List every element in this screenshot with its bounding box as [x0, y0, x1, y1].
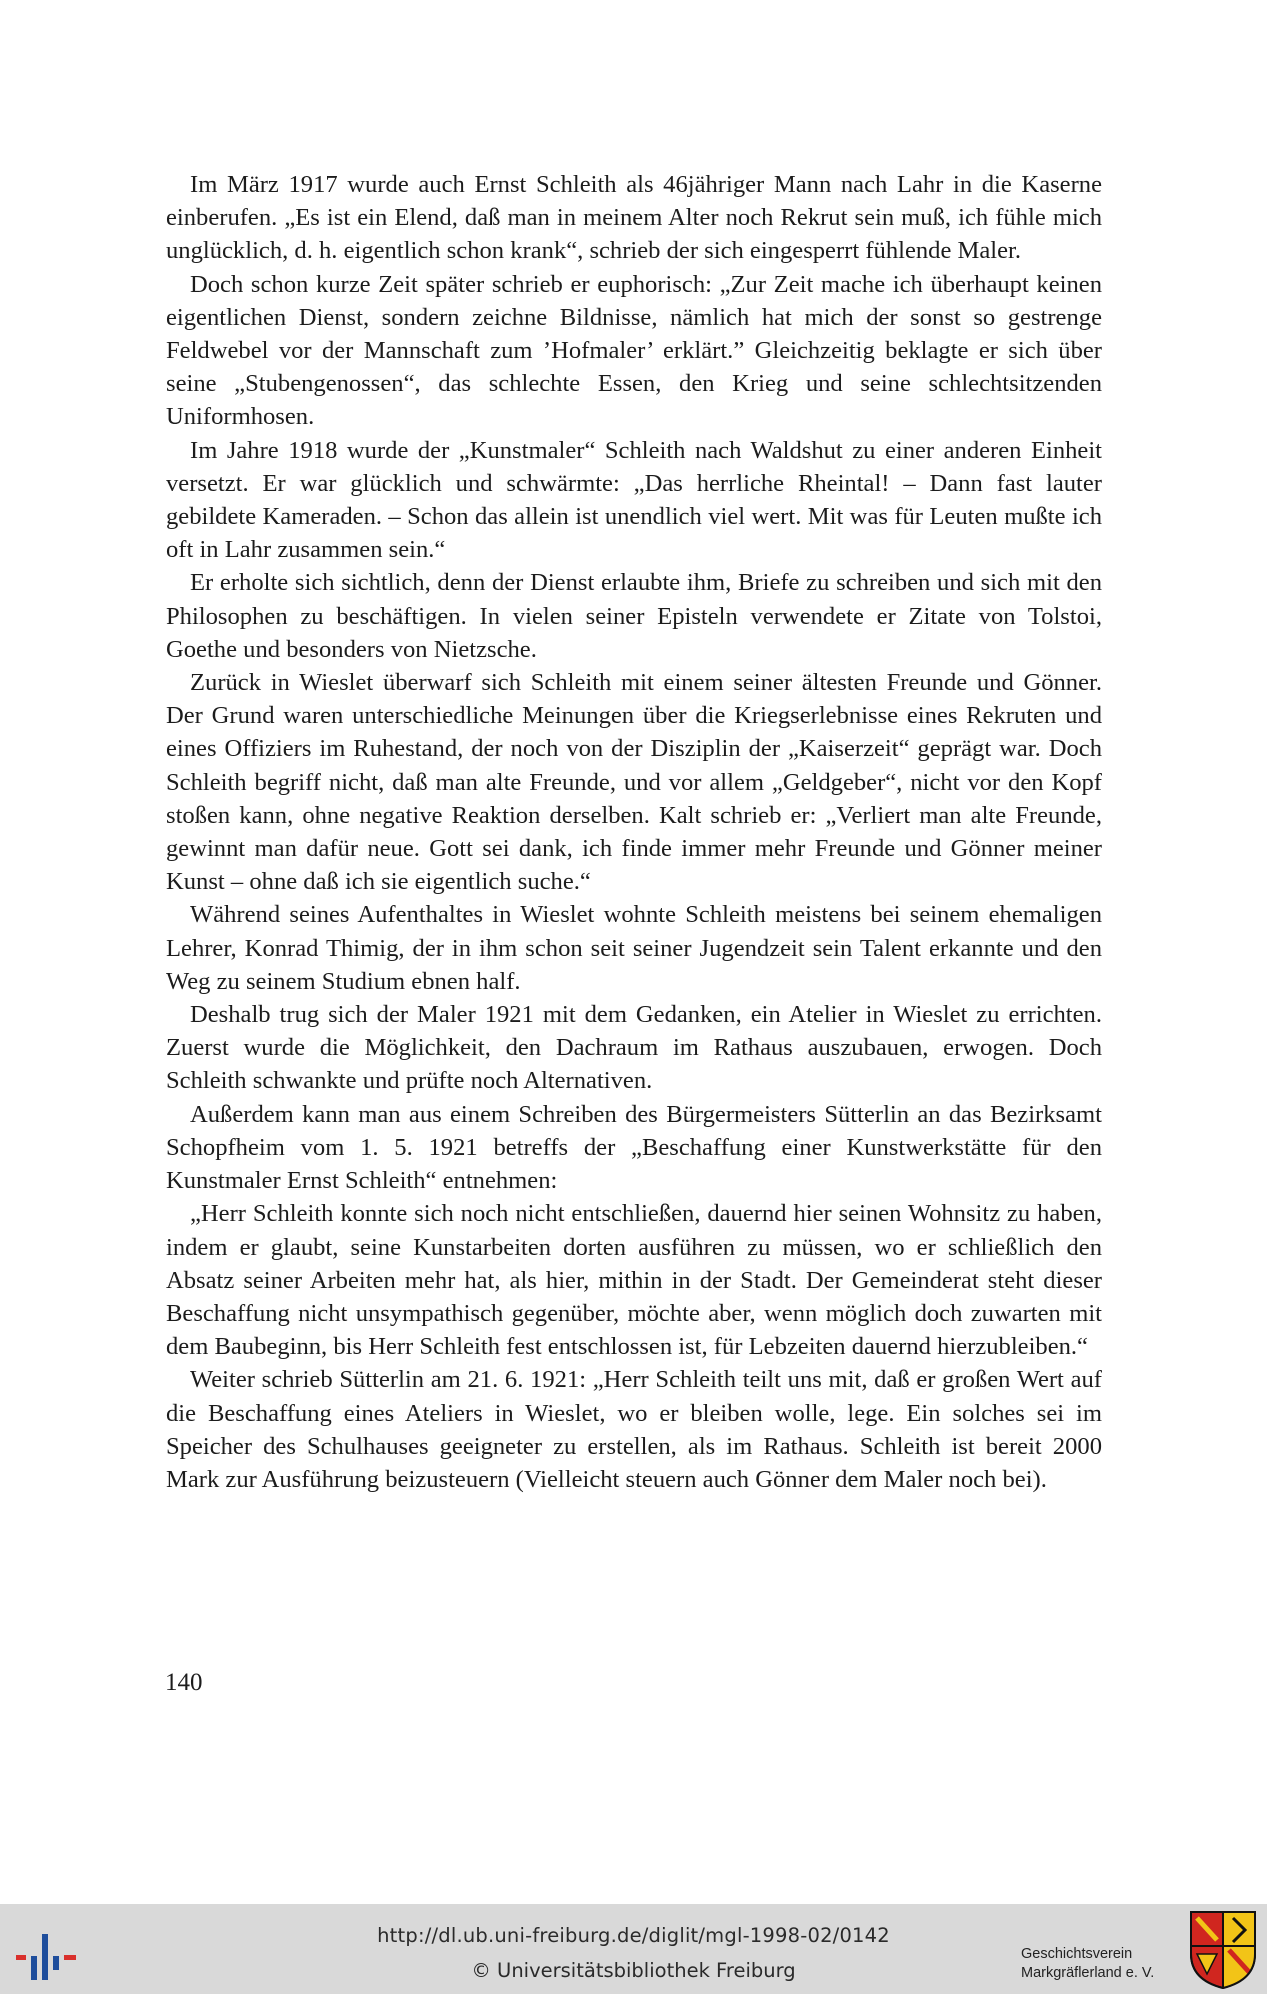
permalink-url [0, 1924, 1267, 1947]
footer-bar [0, 1904, 1267, 1994]
paragraph-1: Im März 1917 wurde auch Ernst Schleith als 46jähriger Mann nach Lahr in die Kaserne einberufen. „Es ist ein Elend, daß man in meinem Alter noch Rekrut sein muß, ich fühle mich unglücklich, d. h. eigentlich schon krank“, schrieb der sich eingesperrt fühlende Maler. [166, 171, 1102, 265]
copyright-notice: © Universitätsbibliothek Freiburg [471, 1959, 796, 1982]
page-number: 140 [165, 1669, 203, 1696]
paragraph-4: Er erholte sich sichtlich, denn der Dienst erlaubte ihm, Briefe zu schreiben und sich mit den Philosophen zu beschäftigen. In vielen seiner Episteln verwendete er Zitate von Tolstoi, Goethe und besonders von Nietzsche. [166, 569, 1102, 663]
society-name-line-2: Markgräflerland e. V. [1021, 1965, 1155, 1981]
coat-of-arms-icon [1189, 1910, 1257, 1990]
paragraph-9-quote: „Herr Schleith konnte sich noch nicht entschließen, dauernd hier seinen Wohnsitz zu haben, indem er glaubt, seine Kunstarbeiten dorten ausführen zu müssen, wo er schließlich den Absatz seiner Arbeiten mehr hat, als hier, mithin in der Stadt. Der Gemeinderat steht dieser Beschaffung nicht unsympathisch gegenüber, möchte aber, wenn möglich doch zuwarten mit dem Baubeginn, bis Herr Schleith fest entschlossen ist, für Lebzeiten dauernd hierzubleiben.“ [166, 1200, 1102, 1361]
permalink-link[interactable]: http://dl.ub.uni-freiburg.de/diglit/mgl-1998-02/0142 [377, 1924, 890, 1947]
page-body-text [166, 168, 1102, 1496]
paragraph-8: Außerdem kann man aus einem Schreiben des Bürgermeisters Sütterlin an das Bezirksamt Schopfheim vom 1. 5. 1921 betreffs der „Beschaffung einer Kunstwerkstätte für den Kunstmaler Ernst Schleith“ entnehmen: [166, 1100, 1102, 1195]
society-name [1021, 1945, 1154, 1983]
paragraph-10: Weiter schrieb Sütterlin am 21. 6. 1921: „Herr Schleith teilt uns mit, daß er großen Wert auf die Beschaffung eines Ateliers in Wieslet, wo er bleiben wolle, lege. Ein solches sei im Speicher des Schulhauses geeigneter zu erstellen, als im Rathaus. Schleith ist bereit 2000 Mark zur Ausführung beizusteuern (Vielleicht steuern auch Gönner dem Maler noch bei). [166, 1366, 1102, 1493]
paragraph-3: Im Jahre 1918 wurde der „Kunstmaler“ Schleith nach Waldshut zu einer anderen Einheit versetzt. Er war glücklich und schwärmte: „Das herrliche Rheintal! – Dann fast lauter gebildete Kameraden. – Schon das allein ist unendlich viel wert. Mit was für Leuten mußte ich oft in Lahr zusammen sein.“ [166, 436, 1102, 564]
society-name-line-1: Geschichtsverein [1021, 1946, 1133, 1962]
paragraph-7: Deshalb trug sich der Maler 1921 mit dem Gedanken, ein Atelier in Wieslet zu errichten. Zuerst wurde die Möglichkeit, den Dachraum im Rathaus auszubauen, erwogen. Doch Schleith schwankte und prüfte noch Alternativen. [166, 1001, 1102, 1095]
paragraph-6: Während seines Aufenthaltes in Wieslet wohnte Schleith meistens bei seinem ehemaligen Lehrer, Konrad Thimig, der in ihm schon seit seiner Jugendzeit sein Talent erkannte und den Weg zu seinem Studium ebnen half. [166, 901, 1102, 995]
paragraph-2: Doch schon kurze Zeit später schrieb er euphorisch: „Zur Zeit mache ich überhaupt keinen eigentlichen Dienst, sondern zeichne Bildnisse, nämlich hat mich der sonst so gestrenge Feldwebel vor der Mannschaft zum ’Hofmaler’ erklärt.” Gleichzeitig beklagte er sich über seine „Stubengenossen“, das schlechte Essen, den Krieg und seine schlechtsitzenden Uniformhosen. [166, 270, 1102, 431]
paragraph-5: Zurück in Wieslet überwarf sich Schleith mit einem seiner ältesten Freunde und Gönner. Der Grund waren unterschiedliche Meinungen über die Kriegserlebnisse eines Rekruten und eines Offiziers im Ruhestand, der noch von der Disziplin der „Kaiserzeit“ geprägt war. Doch Schleith begriff nicht, daß man alte Freunde, und vor allem „Geldgeber“, nicht vor den Kopf stoßen kann, ohne negative Reaktion derselben. Kalt schrieb er: „Verliert man alte Freunde, gewinnt man dafür neue. Gott sei dank, ich finde immer mehr Freunde und Gönner meiner Kunst – ohne daß ich sie eigentlich suche.“ [166, 669, 1102, 896]
